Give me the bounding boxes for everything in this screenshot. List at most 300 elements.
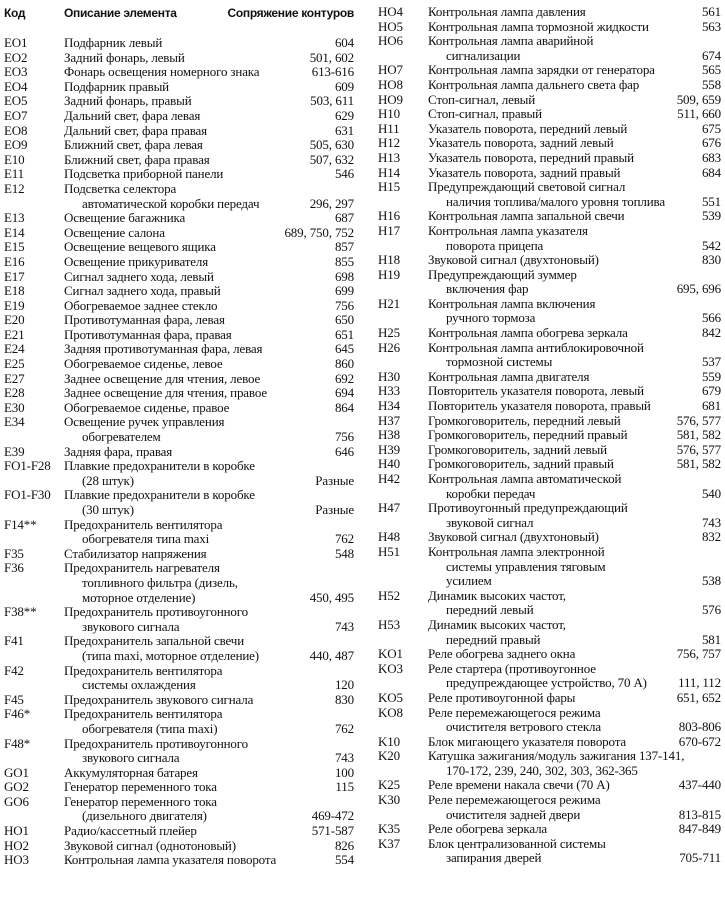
table-row: [368, 107, 725, 122]
description-line: Обогреваемое сиденье, левое: [64, 357, 223, 372]
element-description: [368, 501, 725, 530]
header-description: Описание элемента: [64, 6, 177, 20]
element-code: HO1: [4, 823, 29, 839]
circuit-reference: 120: [332, 678, 354, 693]
table-row: [0, 36, 358, 51]
element-description: [0, 561, 358, 605]
description-line: Стабилизатор напряжения: [64, 546, 207, 561]
circuit-reference: 842: [699, 326, 721, 341]
element-code: KO1: [378, 646, 403, 662]
element-code: GO1: [4, 764, 29, 780]
element-code: E19: [4, 297, 25, 313]
description-line: Предохранитель вентилятора: [64, 517, 223, 532]
element-description: [368, 706, 725, 735]
table-row: [368, 793, 725, 822]
description-line: Контрольная лампа электронной: [428, 544, 605, 559]
element-description: [368, 457, 725, 472]
description-line: Стоп-сигнал, правый: [428, 107, 542, 122]
element-description: [368, 822, 725, 837]
element-code: HO8: [378, 76, 403, 92]
table-row: [0, 488, 358, 517]
element-description: [0, 386, 358, 401]
circuit-reference: 604: [332, 36, 354, 51]
description-line: Подфарник левый: [64, 36, 163, 50]
element-description: [0, 780, 358, 795]
table-row: [0, 65, 358, 80]
circuit-reference: 100: [332, 766, 354, 781]
circuit-reference: 830: [699, 253, 721, 268]
description-line: Освещение салона: [64, 225, 165, 240]
description-line: Заднее освещение для чтения, левое: [64, 371, 261, 386]
circuit-reference: 503, 611: [307, 94, 354, 109]
element-code: H13: [378, 149, 400, 165]
element-description: [0, 547, 358, 562]
circuit-reference: 756, 757: [674, 647, 721, 662]
description-line: Плавкие предохранители в коробке: [64, 488, 255, 503]
table-row: [368, 326, 725, 341]
description-line: Противоугонный предупреждающий: [428, 501, 628, 516]
circuit-reference: 679: [699, 384, 721, 399]
element-code: HO4: [378, 4, 403, 19]
description-line: Плавкие предохранители в коробке: [64, 459, 255, 474]
element-code: GO2: [4, 779, 29, 795]
element-description: [0, 839, 358, 854]
table-row: [368, 618, 725, 647]
table-row: [0, 255, 358, 270]
table-row: [368, 93, 725, 108]
element-code: H34: [378, 398, 400, 414]
element-code: K35: [378, 821, 400, 837]
table-row: [368, 78, 725, 93]
description-line: Предохранитель вентилятора: [64, 707, 223, 722]
description-line: Подфарник правый: [64, 79, 169, 94]
description-line: Освещение прикуривателя: [64, 254, 209, 269]
description-line: Предохранитель противоугонного: [64, 736, 248, 751]
circuit-reference: 675: [699, 122, 721, 137]
description-line: Освещение вещевого ящика: [64, 240, 216, 255]
description-line: Освещение багажника: [64, 211, 186, 226]
table-row: [368, 837, 725, 866]
element-code: H30: [378, 368, 400, 384]
element-description: [0, 459, 358, 488]
element-description: [368, 618, 725, 647]
table-row: [0, 561, 358, 605]
element-description: [368, 428, 725, 443]
description-line: включения фар: [446, 282, 529, 297]
description-line: Стоп-сигнал, левый: [428, 92, 536, 107]
table-row: [368, 662, 725, 691]
description-line: Заднее освещение для чтения, правое: [64, 386, 267, 401]
description-line: Динамик высоких частот,: [428, 617, 566, 632]
description-line: Предупреждающий зуммер: [428, 267, 577, 282]
element-code: E12: [4, 180, 25, 196]
description-line: Противотуманная фара, правая: [64, 327, 232, 342]
circuit-reference: 826: [332, 839, 354, 854]
circuit-reference: 511, 660: [674, 107, 721, 122]
element-code: HO3: [4, 852, 29, 868]
description-line: Контрольная лампа запальной свечи: [428, 209, 625, 224]
element-description: [0, 824, 358, 839]
element-code: E34: [4, 414, 25, 430]
element-description: [0, 795, 358, 824]
element-description: [0, 634, 358, 663]
element-code: EO5: [4, 93, 28, 109]
description-line: Предохранитель запальной свечи: [64, 634, 245, 649]
circuit-reference: 558: [699, 78, 721, 93]
description-line: Контрольная лампа антиблокировочной: [428, 340, 644, 355]
element-description: [0, 313, 358, 328]
table-row: [368, 253, 725, 268]
description-line: Противотуманная фара, левая: [64, 313, 225, 328]
circuit-reference: 651, 652: [674, 691, 721, 706]
element-code: H38: [378, 427, 400, 443]
description-line: Блок мигающего указателя поворота: [428, 734, 627, 749]
table-row: [0, 445, 358, 460]
element-description: [0, 94, 358, 109]
element-code: F46*: [4, 706, 31, 722]
circuit-reference: 296, 297: [307, 197, 354, 212]
circuit-reference: 450, 495: [307, 591, 354, 606]
description-line: Громкоговоритель, передний левый: [428, 413, 621, 428]
element-description: [0, 693, 358, 708]
description-line: Предохранитель противоугонного: [64, 605, 248, 620]
table-row: [368, 457, 725, 472]
element-code: K10: [378, 733, 400, 749]
element-code: H51: [378, 543, 400, 559]
table-row: [0, 518, 358, 547]
circuit-reference: 650: [332, 313, 354, 328]
element-code: E13: [4, 210, 25, 226]
element-description: [368, 662, 725, 691]
circuit-reference: 674: [699, 49, 721, 64]
element-description: [368, 749, 725, 778]
table-row: [368, 778, 725, 793]
description-line: системы управления тяговым: [446, 559, 606, 574]
element-description: [368, 837, 725, 866]
description-line: (типа maxi, моторное отделение): [82, 648, 259, 663]
element-description: [368, 341, 725, 370]
element-code: H40: [378, 456, 400, 472]
element-code: E10: [4, 151, 25, 167]
table-row: [368, 589, 725, 618]
element-code: H14: [378, 164, 400, 180]
element-description: [0, 707, 358, 736]
description-line: Контрольная лампа включения: [428, 296, 596, 311]
description-line: запирания дверей: [446, 851, 542, 866]
circuit-reference: 540: [699, 487, 721, 502]
element-code: F38**: [4, 604, 37, 620]
description-line: Контрольная лампа давления: [428, 5, 586, 19]
element-code: H19: [378, 266, 400, 282]
circuit-reference: 847-849: [676, 822, 721, 837]
description-line: Ближний свет, фара левая: [64, 138, 203, 153]
description-line: Подсветка приборной панели: [64, 167, 224, 182]
table-row: [0, 109, 358, 124]
description-line: Задняя фара, правая: [64, 444, 173, 459]
table-row: [0, 80, 358, 95]
element-description: [0, 284, 358, 299]
description-line: Контрольная лампа указателя: [428, 223, 588, 238]
description-line: Звуковой сигнал (двухтоновый): [428, 530, 599, 545]
circuit-reference: 689, 750, 752: [281, 226, 354, 241]
table-row: [0, 634, 358, 663]
element-description: [0, 153, 358, 168]
description-line: Контрольная лампа тормозной жидкости: [428, 19, 649, 34]
element-description: [368, 122, 725, 137]
element-description: [368, 647, 725, 662]
element-code: K25: [378, 777, 400, 793]
element-description: [0, 270, 358, 285]
element-description: [368, 778, 725, 793]
circuit-reference: 855: [332, 255, 354, 270]
table-row: [0, 124, 358, 139]
table-row: [368, 151, 725, 166]
circuit-reference: 705-711: [676, 851, 721, 866]
circuit-reference: 111, 112: [675, 676, 721, 691]
element-code: F41: [4, 633, 24, 649]
description-line: Радио/кассетный плейер: [64, 824, 197, 839]
table-row: [0, 459, 358, 488]
description-line: (дизельного двигателя): [82, 809, 207, 824]
element-description: [0, 488, 358, 517]
description-line: передний левый: [446, 603, 534, 618]
circuit-reference: 832: [699, 530, 721, 545]
element-description: [0, 766, 358, 781]
element-description: [368, 370, 725, 385]
description-line: Реле обогрева заднего окна: [428, 647, 576, 662]
circuit-reference: 581, 582: [674, 457, 721, 472]
circuit-reference: 576: [699, 603, 721, 618]
table-row: [368, 530, 725, 545]
description-line: Задний фонарь, правый: [64, 94, 192, 109]
element-description: [0, 124, 358, 139]
description-line: Дальний свет, фара правая: [64, 123, 208, 138]
left-column: [0, 0, 358, 868]
element-code: EO3: [4, 64, 28, 80]
description-line: звукового сигнала: [82, 751, 180, 766]
table-row: [0, 401, 358, 416]
element-code: EO9: [4, 137, 28, 153]
circuit-reference: 743: [332, 751, 354, 766]
element-code: F45: [4, 691, 24, 707]
header-code: Код: [4, 6, 26, 20]
element-code: H47: [378, 500, 400, 516]
element-description: [368, 735, 725, 750]
element-description: [0, 109, 358, 124]
description-line: Задняя противотуманная фара, левая: [64, 342, 263, 357]
element-description: [368, 151, 725, 166]
circuit-reference: 645: [332, 342, 354, 357]
element-description: [368, 136, 725, 151]
table-row: [368, 136, 725, 151]
table-row: [0, 664, 358, 693]
description-line: Аккумуляторная батарея: [64, 765, 198, 780]
circuit-reference: 501, 602: [307, 51, 354, 66]
table-header: [0, 0, 358, 24]
description-line: системы охлаждения: [82, 678, 196, 693]
circuit-reference: 571-587: [309, 824, 354, 839]
circuit-reference: 692: [332, 372, 354, 387]
table-row: [0, 707, 358, 736]
description-line: Сигнал заднего хода, левый: [64, 269, 214, 284]
circuit-reference: Разные: [312, 503, 354, 518]
element-code: H25: [378, 325, 400, 341]
element-code: EO4: [4, 78, 28, 94]
table-row: [0, 372, 358, 387]
table-row: [0, 313, 358, 328]
element-code: HO7: [378, 62, 403, 78]
element-code: F36: [4, 560, 24, 576]
circuit-reference: 860: [332, 357, 354, 372]
description-line: Громкоговоритель, задний правый: [428, 457, 614, 472]
table-row: [368, 341, 725, 370]
element-code: H33: [378, 383, 400, 399]
description-line: звуковой сигнал: [446, 515, 534, 530]
circuit-reference: 631: [332, 124, 354, 139]
element-description: [0, 605, 358, 634]
element-description: [368, 589, 725, 618]
element-code: E15: [4, 239, 25, 255]
circuit-reference: 115: [332, 780, 354, 795]
circuit-reference: 651: [332, 328, 354, 343]
circuit-reference: 609: [332, 80, 354, 95]
circuit-reference: 546: [332, 167, 354, 182]
description-line: Контрольная лампа указателя поворота: [64, 853, 277, 868]
table-row: [368, 691, 725, 706]
circuit-reference: 539: [699, 209, 721, 224]
element-description: [0, 138, 358, 153]
element-code: E21: [4, 326, 25, 342]
description-line: Предохранитель нагревателя: [64, 561, 220, 576]
description-line: ручного тормоза: [446, 311, 536, 326]
element-code: EO2: [4, 49, 28, 65]
description-line: предупреждающее устройство, 70 А): [446, 676, 647, 691]
element-description: [0, 80, 358, 95]
circuit-reference: 756: [332, 430, 354, 445]
circuit-reference: 698: [332, 270, 354, 285]
description-line: сигнализации: [446, 48, 521, 63]
description-line: Реле перемежающегося режима: [428, 793, 601, 808]
table-row: [368, 297, 725, 326]
description-line: Реле обогрева зеркала: [428, 822, 548, 837]
table-row: [0, 226, 358, 241]
description-line: Контрольная лампа дальнего света фар: [428, 77, 640, 92]
circuit-reference: 695, 696: [674, 282, 721, 297]
table-row: [368, 647, 725, 662]
table-row: [368, 545, 725, 589]
description-line: Контрольная лампа обогрева зеркала: [428, 326, 628, 341]
circuit-reference: 469-472: [309, 809, 354, 824]
table-row: [0, 824, 358, 839]
description-line: Указатель поворота, задний левый: [428, 136, 614, 151]
table-row: [368, 384, 725, 399]
element-description: [0, 401, 358, 416]
description-line: усилием: [446, 574, 492, 589]
description-line: Подсветка селектора: [64, 181, 177, 196]
description-line: Обогреваемое сиденье, правое: [64, 400, 230, 415]
table-row: [0, 211, 358, 226]
description-line: наличия топлива/малого уровня топлива: [446, 194, 665, 209]
description-line: (30 штук): [82, 503, 134, 517]
circuit-reference: Разные: [312, 474, 354, 489]
element-description: [368, 166, 725, 181]
table-row: [0, 94, 358, 109]
circuit-reference: 864: [332, 401, 354, 416]
table-row: [0, 386, 358, 401]
element-code: KO8: [378, 704, 403, 720]
element-code: H53: [378, 616, 400, 632]
element-description: [368, 326, 725, 341]
element-description: [0, 240, 358, 255]
circuit-reference: 437-440: [676, 778, 721, 793]
element-description: [0, 737, 358, 766]
circuit-reference: 629: [332, 109, 354, 124]
description-line: Звуковой сигнал (однотоновый): [64, 838, 236, 853]
description-line: обогревателя (типа maxi): [82, 721, 218, 736]
element-code: H26: [378, 339, 400, 355]
element-description: [0, 328, 358, 343]
circuit-reference: 684: [699, 166, 721, 181]
table-row: [0, 780, 358, 795]
element-code: FO1-F30: [4, 487, 51, 503]
table-row: [0, 795, 358, 824]
description-line: Сигнал заднего хода, правый: [64, 284, 221, 299]
element-code: H52: [378, 587, 400, 603]
element-description: [0, 182, 358, 211]
table-row: [368, 20, 725, 35]
element-description: [368, 399, 725, 414]
element-code: H12: [378, 135, 400, 151]
element-description: [0, 445, 358, 460]
circuit-reference: 563: [699, 20, 721, 35]
right-column: [368, 0, 725, 866]
table-row: [368, 706, 725, 735]
description-line: обогревателем: [82, 430, 161, 445]
description-line: Контрольная лампа автоматической: [428, 472, 622, 486]
circuit-reference: 687: [332, 211, 354, 226]
description-line: Катушка зажигания/модуль зажигания 137-141,: [428, 749, 685, 764]
description-line: Громкоговоритель, передний правый: [428, 428, 628, 443]
circuit-reference: 576, 577: [674, 414, 721, 429]
element-description: [0, 51, 358, 66]
element-code: H21: [378, 295, 400, 311]
description-line: моторное отделение): [82, 590, 196, 605]
element-code: KO5: [378, 689, 403, 705]
table-row: [0, 182, 358, 211]
element-description: [368, 414, 725, 429]
element-code: E24: [4, 341, 25, 357]
element-code: H16: [378, 208, 400, 224]
table-row: [0, 167, 358, 182]
element-description: [0, 664, 358, 693]
table-row: [0, 328, 358, 343]
description-line: поворота прицепа: [446, 238, 544, 253]
circuit-reference: 509, 659: [674, 93, 721, 108]
description-line: Генератор переменного тока: [64, 780, 217, 795]
element-description: [368, 180, 725, 209]
circuit-reference: 743: [332, 620, 354, 635]
description-line: Блок централизованной системы: [428, 836, 606, 851]
element-code: K20: [378, 748, 400, 764]
element-code: E30: [4, 399, 25, 415]
description-line: Реле стартера (противоугонное: [428, 661, 596, 676]
element-description: [368, 34, 725, 63]
description-line: очистителя ветрового стекла: [446, 720, 601, 735]
circuit-reference: 581, 582: [674, 428, 721, 443]
description-line: Обогреваемое заднее стекло: [64, 298, 218, 313]
table-row: [0, 284, 358, 299]
element-description: [0, 255, 358, 270]
